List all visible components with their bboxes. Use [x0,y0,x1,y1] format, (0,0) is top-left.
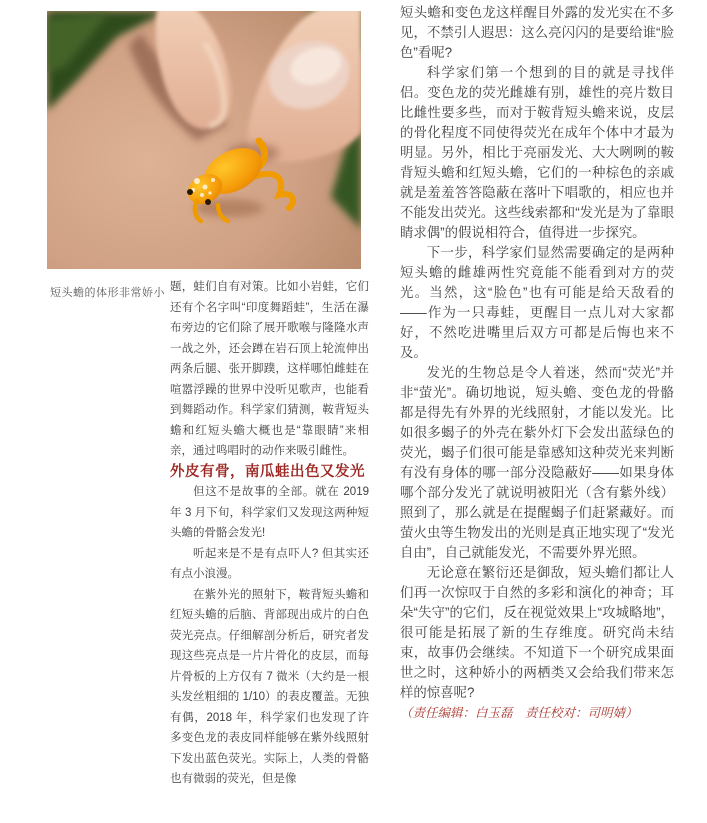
paragraph-continuation: 短头蟾和变色龙这样醒目外露的发光实在不多见，不禁引人遐思：这么亮闪闪的是要给谁“脸色”看呢? [400,5,674,60]
paragraph-continuation: 题，蛙们自有对策。比如小岩蛙，它们还有个名字叫“印度舞蹈蛙”，生活在瀑布旁边的它们除了展开歌喉与隆隆水声一战之外，还会蹲在岩石顶上轮流伸出两条后腿、张开脚蹼，这样哪怕雌蛙在喧嚣浮躁的世界中没听见歌声，也能看到舞蹈动作。科学家们猜测，鞍背短头蟾和红短头蟾大概也是“靠眼睛”来相亲，通过鸣唱时的动作来吸引雌性。 [170,281,369,457]
paragraph: 科学家们第一个想到的目的就是寻找伴侣。变色龙的荧光雌雄有别，雄性的亮片数目比雌性要多些，而对于鞍背短头蟾来说，皮层的骨化程度不同使得荧光在成年个体中才最为明显。另外，相比于亮丽发光、大大咧咧的鞍背短头蟾和红短头蟾，它们的一种棕色的亲戚就是羞羞答答隐蔽在落叶下唱歌的，相应也并不能发出荧光。这些线索都和“发光是为了靠眼睛求偶”的假说相符合，值得进一步探究。 [400,65,674,240]
frog-eye [205,199,211,205]
left-column [170,277,369,790]
section-heading: 外皮有骨，南瓜蛙出色又发光 [170,463,365,480]
paragraph: 无论意在繁衍还是御敌，短头蟾们都让人们再一次惊叹于自然的多彩和演化的神奇；耳朵“失守”的它们，反在视觉效果上“攻城略地”，很可能是拓展了新的生存维度。研究尚未结束，故事仍会继续。不知道下一个研究成果面世之时，这种娇小的两栖类又会给我们带来怎样的惊喜呢? [400,565,674,700]
photo-caption: 短头蟾的体形非常娇小 [50,287,165,299]
paragraph: 下一步，科学家们显然需要确定的是两种短头蟾的雌雄两性究竟能不能看到对方的荧光。当然，这“脸色”也有可能是给天敌看的——作为一只毒蛙，更醒目一点儿对大家都好，不然吃进嘴里后双方可都是后悔也来不及。 [400,245,674,360]
paragraph: 但这不是故事的全部。就在 2019 年 3 月下旬，科学家们又发现这两种短头蟾的骨骼会发光! [170,486,369,539]
paragraph: 发光的生物总是令人着迷，然而“荧光”并非“萤光”。确切地说，短头蟾、变色龙的骨骼都是得先有外界的光线照射，才能以发光。比如很多蝎子的外壳在紫外灯下会发出蓝绿色的荧光，蝎子们很可能是靠感知这种荧光来判断有没有身体的哪一部分没隐蔽好——如果身体哪个部分发光了就说明被阳光（含有紫外线）照到了，那么就是在提醒蝎子们赶紧藏好。而萤火虫等生物发出的光则是真正地实现了“发光自由”，自己就能发光，不需要外界光照。 [400,365,674,560]
frog-eye [187,189,193,195]
paragraph: 在紫外光的照射下，鞍背短头蟾和红短头蟾的后脑、背部现出成片的白色荧光亮点。仔细解剖分析后，研究者发现这些亮点是一片片骨化的皮层，而每片骨板的上方仅有 7 微米（大约是一根头发丝粗细的 1/10）的表皮覆盖。无独有偶，2018 年，科学家们也发现了许多变色龙的表皮同样能够在紫外线照射下发出蓝色荧光。实际上，人类的骨骼也有微弱的荧光，但是像 [170,588,369,785]
editors-note: （责任编辑：白玉磊 责任校对：司明婧） [400,706,638,720]
paragraph: 听起来是不是有点吓人? 但其实还有点小浪漫。 [170,547,369,580]
right-column [400,3,674,723]
article-photo [47,11,361,269]
